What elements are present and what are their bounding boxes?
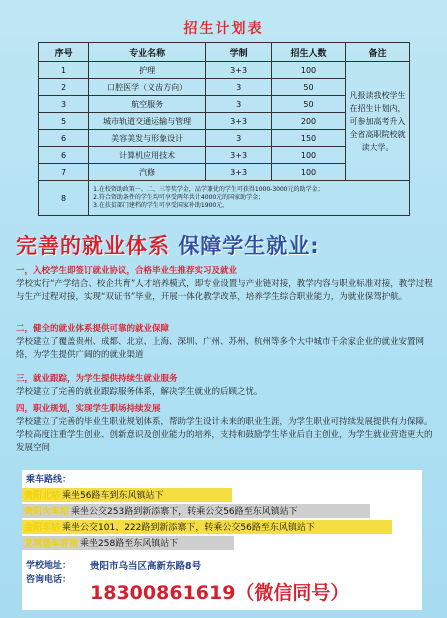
row-no: 3 <box>39 96 89 113</box>
col-header-note: 备注 <box>345 43 409 62</box>
row-no: 1 <box>39 62 89 79</box>
row-count: 100 <box>272 147 346 164</box>
row-major: 口腔医学（义齿方向） <box>89 79 206 96</box>
row-no: 5 <box>39 113 89 130</box>
row-years: 3+3 <box>206 62 272 79</box>
section-4 <box>16 403 434 455</box>
enrollment-plan-table <box>38 42 410 216</box>
route-row <box>22 504 370 518</box>
row-count: 200 <box>272 113 346 130</box>
row-count: 150 <box>272 130 346 147</box>
section-body: 学校实行“产学结合、校企共育”人才培养模式，即专业设置与产业链对接，教学内容与职业标准对接，教学过程与生产过程对接，实现“双证书”毕业，开展一体化教学改革，培养学生综合职业能力，为就业保驾护航。 <box>16 279 433 302</box>
row-no: 6 <box>39 130 89 147</box>
col-header-no: 序号 <box>39 43 89 62</box>
row-years: 3 <box>206 96 272 113</box>
note-cell: 凡报读我校学生在招生计划内，可参加高考升入全省高职院校就读大学。 <box>345 62 409 181</box>
section-heading: 二，健全的就业体系提供可靠的就业保障 <box>16 324 170 334</box>
route-text: 乘坐公交253路到新添寨下，转乘公交56路至东风镇站下 <box>71 507 298 517</box>
row-major: 美容美发与形象设计 <box>89 130 206 147</box>
row-count: 100 <box>272 62 346 79</box>
section-2 <box>16 323 434 362</box>
address-value: 贵阳市乌当区高新东路8号 <box>90 561 202 572</box>
row-years: 3+3 <box>206 113 272 130</box>
col-header-years: 学制 <box>206 43 272 62</box>
funding-line: 3.在扶贫部门建档的学生可享受国家补助1900元。 <box>93 202 229 209</box>
col-header-major: 专业名称 <box>89 43 206 62</box>
phone-number: 18300861619（微信同号） <box>90 582 350 604</box>
row-years: 3 <box>206 79 272 96</box>
col-header-count: 招生人数 <box>272 43 346 62</box>
row-years: 3 <box>206 130 272 147</box>
row-count: 50 <box>272 96 346 113</box>
route-station: 金阳车站 <box>24 523 61 533</box>
route-row <box>22 536 234 550</box>
row-years: 3+3 <box>206 147 272 164</box>
row-count: 100 <box>272 164 346 181</box>
row-major: 计算机应用技术 <box>89 147 206 164</box>
row-major: 航空服务 <box>89 96 206 113</box>
table-row <box>39 62 410 79</box>
route-station: 贵阳北站 <box>24 491 61 501</box>
route-row <box>22 488 232 502</box>
table-header-row <box>39 43 410 62</box>
section-body: 学校建立了完善的就业跟踪服务体系，解决学生就业的后顾之忧。 <box>16 387 263 397</box>
funding-row <box>39 181 410 216</box>
route-row <box>22 520 392 534</box>
funding-policy <box>89 181 410 216</box>
headline <box>16 230 320 260</box>
section-body: 学校建立了完善的毕业生职业规划体系，帮助学生设计未来的职业生涯，为学生职业可持续发展提供有力保障。学校高度注重学生创业、创新意识及创业能力的培养，支持和鼓励学生毕业后自主创业，为学生就业营造更大的发展空间 <box>16 417 433 453</box>
bus-label: 乘车路线： <box>26 475 72 485</box>
address-label: 学校地址： <box>26 561 72 571</box>
page-title: 招生计划表 <box>183 21 264 37</box>
row-no: 8 <box>39 181 89 216</box>
route-station: 贵阳火车站 <box>24 507 70 517</box>
row-years: 3+3 <box>206 164 272 181</box>
section-body: 学校建立了覆盖贵州、成都、北京、上海、深圳、广州、苏州、杭州等多个大中城市千余家企业的就业安置网络，为学生提供广阔的的就业渠道 <box>16 337 425 360</box>
row-major: 城市轨道交通运输与管理 <box>89 113 206 130</box>
funding-line: 1.在校资助政策一、二、三等奖学金，品学兼优的学生可获得1000-3000元的助学金； <box>93 186 324 193</box>
headline-blue: 保障学生就业: <box>178 234 320 258</box>
headline-red: 完善的就业体系 <box>16 234 170 258</box>
route-station: 龙洞堡车客站 <box>24 539 79 549</box>
row-major: 护理 <box>89 62 206 79</box>
section-heading: 三，就业跟踪，为学生提供持续生就业服务 <box>16 374 178 384</box>
row-major: 汽修 <box>89 164 206 181</box>
phone-label: 咨询电话： <box>26 575 72 585</box>
funding-line: 2.符合资助条件的学生均可享受两年共计4000元的国家助学金； <box>93 194 265 201</box>
row-no: 2 <box>39 79 89 96</box>
route-text: 乘坐56路车到东风镇站下 <box>62 491 164 501</box>
section-heading: 四，职业规划，实现学生职场持续发展 <box>16 404 161 414</box>
row-no: 6 <box>39 147 89 164</box>
section-1 <box>16 265 434 304</box>
section-3 <box>16 373 434 399</box>
route-text: 乘坐258路至东风镇站下 <box>80 539 179 549</box>
row-count: 50 <box>272 79 346 96</box>
row-no: 7 <box>39 164 89 181</box>
route-text: 乘坐公交101、222路到新添寨下，转乘公交56路至东风镇站下 <box>62 523 315 533</box>
section-heading: 一，入校学生即签订就业协议，合格毕业生推荐实习及就业 <box>16 266 238 276</box>
